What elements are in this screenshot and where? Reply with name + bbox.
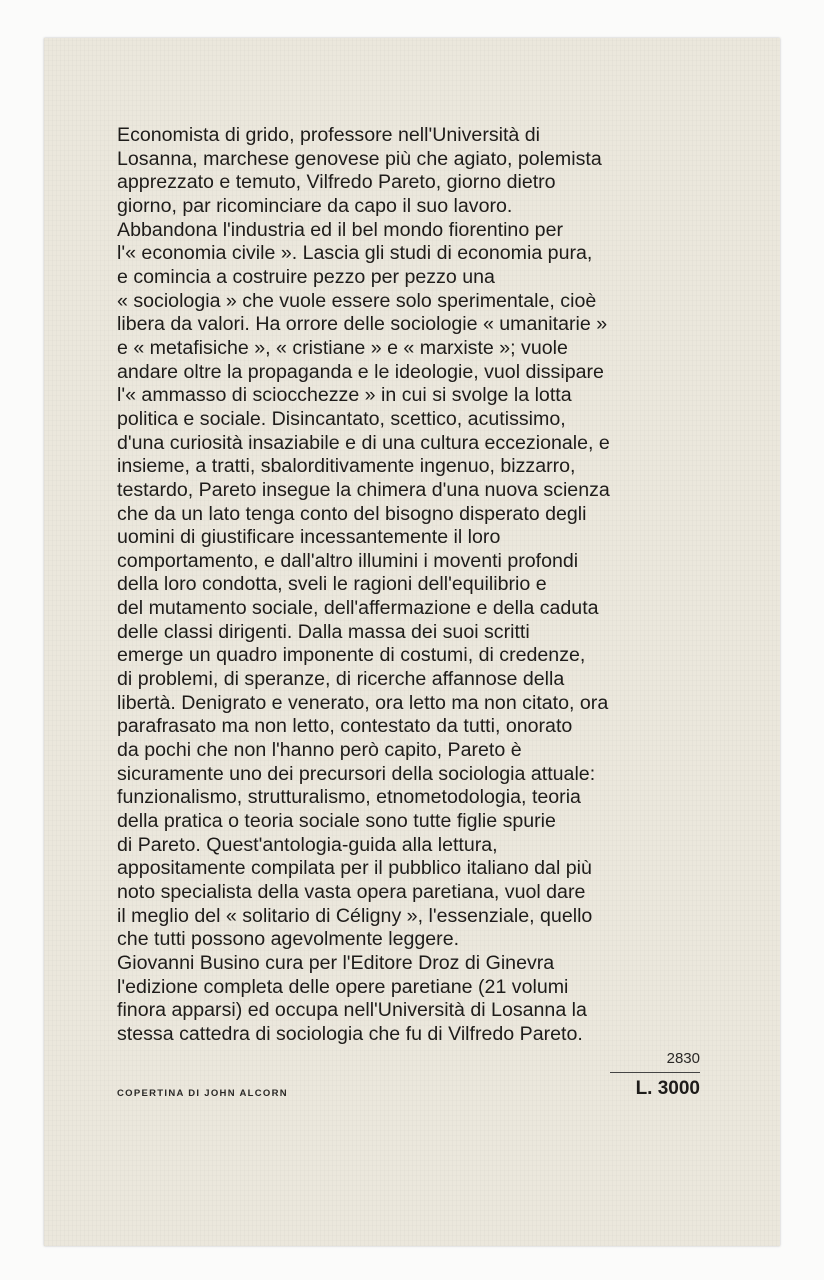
blurb-line: sicuramente uno dei precursori della sociologia attuale: bbox=[117, 762, 596, 785]
blurb-line: della loro condotta, sveli le ragioni dell'equilibrio e bbox=[117, 573, 547, 596]
cover-credit: COPERTINA DI JOHN ALCORN bbox=[117, 1088, 288, 1099]
blurb-line: giorno, par ricominciare da capo il suo lavoro. bbox=[117, 194, 513, 217]
blurb-line: delle classi dirigenti. Dalla massa dei suoi scritti bbox=[117, 620, 530, 643]
blurb-line: l'« ammasso di sciocchezze » in cui si svolge la lotta bbox=[117, 384, 572, 407]
blurb-line: Losanna, marchese genovese più che agiato, polemista bbox=[117, 147, 602, 170]
blurb-line: e « metafisiche », « cristiane » e « marxiste »; vuole bbox=[117, 336, 568, 359]
blurb-line: il meglio del « solitario di Céligny », l'essenziale, quello bbox=[117, 904, 593, 927]
blurb-line: funzionalismo, strutturalismo, etnometodologia, teoria bbox=[117, 786, 581, 809]
blurb-line: andare oltre la propaganda e le ideologie, vuol dissipare bbox=[117, 360, 604, 383]
blurb-line: politica e sociale. Disincantato, scettico, acutissimo, bbox=[117, 407, 566, 430]
blurb-line: del mutamento sociale, dell'affermazione e della caduta bbox=[117, 597, 599, 620]
blurb-line: della pratica o teoria sociale sono tutte figlie spurie bbox=[117, 810, 556, 833]
blurb-line: noto specialista della vasta opera paretiana, vuol dare bbox=[117, 881, 586, 903]
blurb-line: Abbandona l'industria ed il bel mondo fiorentino per bbox=[117, 218, 563, 241]
blurb-line: appositamente compilata per il pubblico italiano dal più bbox=[117, 857, 592, 880]
blurb-line: uomini di giustificare incessantemente il loro bbox=[117, 526, 501, 549]
blurb-line: che tutti possono agevolmente leggere. bbox=[117, 928, 460, 951]
blurb-line: apprezzato e temuto, Vilfredo Pareto, giorno dietro bbox=[117, 171, 556, 194]
blurb-line: l'edizione completa delle opere paretiane (21 volumi bbox=[117, 975, 569, 998]
blurb-line: « sociologia » che vuole essere solo sperimentale, cioè bbox=[117, 289, 597, 312]
blurb-line: di Pareto. Quest'antologia-guida alla lettura, bbox=[117, 833, 498, 856]
catalog-number: 2830 bbox=[666, 1050, 700, 1067]
book-back-cover bbox=[44, 38, 780, 1246]
blurb-line: comportamento, e dall'altro illumini i moventi profondi bbox=[117, 549, 579, 572]
blurb-line: testardo, Pareto insegue la chimera d'una nuova scienza bbox=[117, 478, 610, 501]
blurb-line: stessa cattedra di sociologia che fu di Vilfredo Pareto. bbox=[117, 1022, 583, 1045]
blurb-line: finora apparsi) ed occupa nell'Università di Losanna la bbox=[117, 999, 587, 1022]
blurb-line: che da un lato tenga conto del bisogno disperato degli bbox=[117, 502, 587, 525]
blurb-line: emerge un quadro imponente di costumi, di credenze, bbox=[117, 644, 586, 667]
blurb-line: parafrasato ma non letto, contestato da tutti, onorato bbox=[117, 715, 573, 738]
blurb-text bbox=[117, 124, 707, 1047]
blurb-line: di problemi, di speranze, di ricerche affannose della bbox=[117, 668, 565, 691]
price: L. 3000 bbox=[635, 1078, 700, 1099]
blurb-line: libertà. Denigrato e venerato, ora letto ma non citato, ora bbox=[117, 691, 609, 714]
price-divider bbox=[610, 1072, 700, 1073]
blurb-line: l'« economia civile ». Lascia gli studi di economia pura, bbox=[117, 242, 593, 265]
blurb-line: da pochi che non l'hanno però capito, Pareto è bbox=[117, 739, 522, 762]
blurb-line: e comincia a costruire pezzo per pezzo una bbox=[117, 265, 495, 288]
blurb-line: d'una curiosità insaziabile e di una cultura eccezionale, e bbox=[117, 431, 610, 454]
blurb-line: Economista di grido, professore nell'Università di bbox=[117, 124, 541, 146]
blurb-line: libera da valori. Ha orrore delle sociologie « umanitarie » bbox=[117, 313, 608, 336]
blurb-line: Giovanni Busino cura per l'Editore Droz di Ginevra bbox=[117, 951, 555, 974]
blurb-line: insieme, a tratti, sbalorditivamente ingenuo, bizzarro, bbox=[117, 455, 576, 478]
